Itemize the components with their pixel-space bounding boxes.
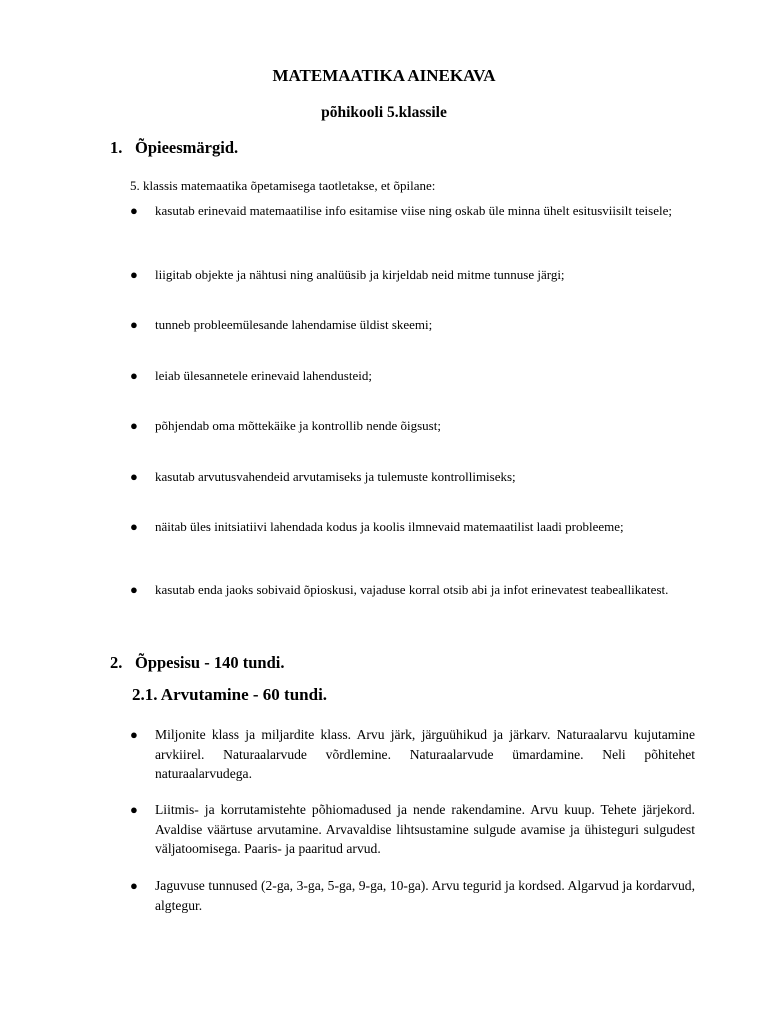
list-item: ● leiab ülesannetele erinevaid lahendusteid;: [130, 366, 695, 386]
bullet-icon: ●: [130, 368, 138, 383]
list-item: ● kasutab arvutusvahendeid arvutamiseks ja tulemuste kontrollimiseks;: [130, 467, 695, 487]
list-item: ● põhjendab oma mõttekäike ja kontrollib nende õigsust;: [130, 416, 695, 436]
section-1-heading: [110, 138, 238, 158]
section-2-number: 2.: [110, 653, 123, 672]
subsection-2-1-heading: 2.1. Arvutamine - 60 tundi.: [132, 685, 328, 704]
bullet-icon: ●: [130, 878, 138, 893]
list-item: ● Miljonite klass ja miljardite klass. Arvu järk, järguühikud ja järkarv. Naturaalarvu kujutamine arvkiirel. Naturaalarvude võrdlemine. Naturaalarvude ümardamine. Neli põhitehet naturaalarvudega.: [130, 727, 695, 781]
document-title: MATEMAATIKA AINEKAVA: [272, 66, 496, 85]
list-item: ● liigitab objekte ja nähtusi ning analüüsib ja kirjeldab neid mitme tunnuse järgi;: [130, 265, 695, 285]
document-subtitle: põhikooli 5.klassile: [321, 104, 447, 121]
list-item: ● kasutab enda jaoks sobivaid õpioskusi, vajaduse korral otsib abi ja infot erinevatest teabeallikatest.: [130, 580, 695, 600]
bullet-icon: ●: [130, 469, 138, 484]
bullet-icon: ●: [130, 267, 138, 282]
bullet-icon: ●: [130, 519, 138, 534]
bullet-icon: ●: [130, 582, 138, 597]
list-item: ● Jaguvuse tunnused (2-ga, 3-ga, 5-ga, 9-ga, 10-ga). Arvu tegurid ja kordsed. Algarvud ja kordarvud, algtegur.: [130, 878, 695, 913]
section-2-heading: [110, 653, 284, 673]
section-1-number: 1.: [110, 138, 123, 157]
list-item: ● näitab üles initsiatiivi lahendada kodus ja koolis ilmnevaid matemaatilist laadi probleeme;: [130, 517, 695, 537]
section-2-title: Õppesisu - 140 tundi.: [135, 653, 285, 672]
list-item: ● kasutab erinevaid matemaatilise info esitamise viise ning oskab üle minna ühelt esitusviisilt teisele;: [130, 201, 695, 221]
bullet-icon: ●: [130, 317, 138, 332]
section-1-intro: 5. klassis matemaatika õpetamisega taotletakse, et õpilane:: [130, 178, 436, 193]
bullet-icon: ●: [130, 802, 138, 817]
bullet-icon: ●: [130, 418, 138, 433]
bullet-icon: ●: [130, 203, 138, 218]
section-1-title: Õpieesmärgid.: [135, 138, 239, 157]
list-item: ● tunneb probleemülesande lahendamise üldist skeemi;: [130, 315, 695, 335]
list-item: ● Liitmis- ja korrutamistehte põhiomadused ja nende rakendamine. Arvu kuup. Tehete järjekord. Avaldise väärtuse arvutamine. Arvavaldise lihtsustamine sulgude avamise ja ühisteguri sulgudest väljatoomisega. Paaris- ja paaritud arvud.: [130, 802, 695, 856]
bullet-icon: ●: [130, 727, 138, 742]
